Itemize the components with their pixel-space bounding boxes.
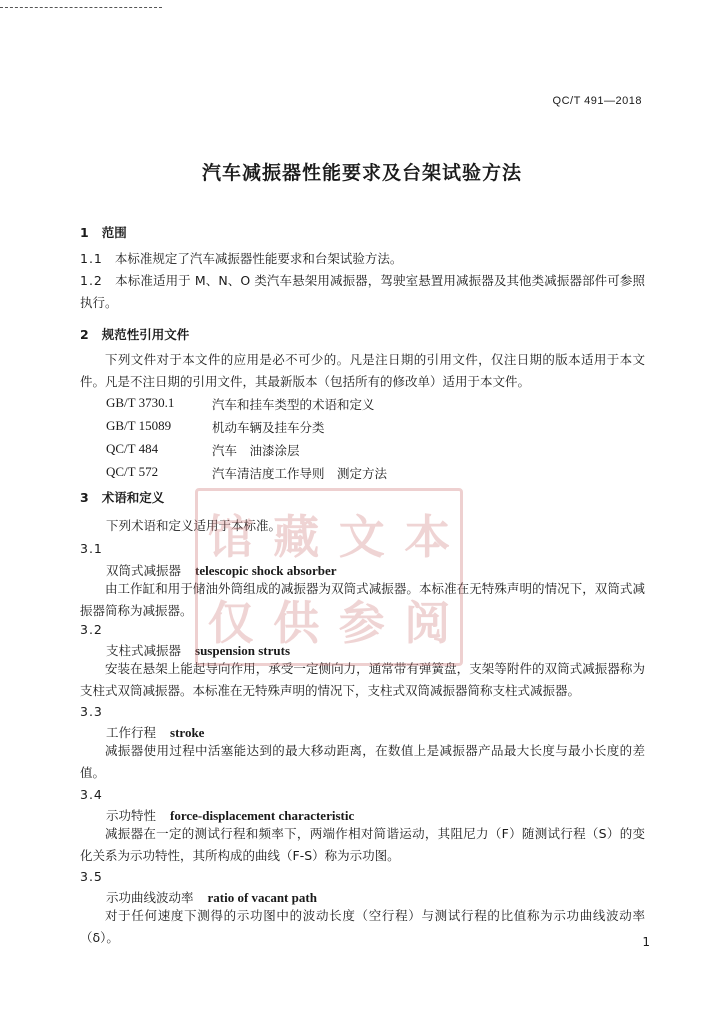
term-heading [106,808,354,824]
term-en: ratio of vacant path [207,890,317,905]
term-number: 3.5 [80,869,103,884]
clause-text: 本标准规定了汽车减振器性能要求和台架试验方法。 [114,251,403,266]
section-title: 术语和定义 [101,490,165,505]
ref-title: 汽车清洁度工作导则 测定方法 [212,466,388,481]
term-heading [106,890,317,906]
ref-title: 机动车辆及挂车分类 [212,420,325,435]
top-dashed-rule [0,7,162,8]
ref-code: GB/T 15089 [106,418,172,433]
term-cn: 示功特性 [106,808,157,823]
term-cn: 工作行程 [106,725,157,740]
ref-code: GB/T 3730.1 [106,395,175,410]
ref-code: QC/T 484 [106,441,159,456]
ref-title: 汽车和挂车类型的术语和定义 [212,397,375,412]
section-title: 规范性引用文件 [101,327,190,342]
page-number: 1 [642,935,650,949]
term-en: stroke [170,725,205,740]
clause-number: 1.1 [80,251,103,266]
section-number: 1 [80,225,89,240]
term-heading [106,563,337,579]
term-cn: 示功曲线波动率 [106,890,194,905]
clause-number: 1.2 [80,273,103,288]
term-number: 3.4 [80,787,103,802]
term-number: 3.1 [80,541,103,556]
document-title: 汽车减振器性能要求及台架试验方法 [201,162,522,184]
term-cn: 双筒式减振器 [106,563,182,578]
stamp-char: 馆 [207,510,254,564]
section-2-heading [80,327,189,343]
standard-code: QC/T 491—2018 [552,95,642,107]
stamp-char: 供 [273,596,320,650]
section-2-intro: 下列文件对于本文件的应用是必不可少的。凡是注日期的引用文件，仅注日期的版本适用于本文件。凡是不注日期的引用文件，其最新版本（包括所有的修改单）适用于本文件。 [80,352,645,389]
term-definition: 减振器在一定的测试行程和频率下，两端作相对简谐运动，其阻尼力（F）随测试行程（S）的变化关系为示功特性，其所构成的曲线（F-S）称为示功图。 [80,826,645,863]
term-heading [106,643,290,659]
clause-1-2 [80,270,645,314]
term-heading [106,725,204,741]
stamp-char: 藏 [273,510,320,564]
section-number: 3 [80,490,89,505]
section-number: 2 [80,327,89,342]
term-en: suspension struts [195,643,291,658]
term-definition: 由工作缸和用于储油外筒组成的减振器为双筒式减振器。本标准在无特殊声明的情况下，双筒式减振器简称为减振器。 [80,581,645,618]
section-title: 范围 [101,225,127,240]
clause-1-1 [80,251,402,267]
term-definition: 对于任何速度下测得的示功图中的波动长度（空行程）与测试行程的比值称为示功曲线波动率（δ）。 [80,908,645,945]
term-en: telescopic shock absorber [195,563,337,578]
term-cn: 支柱式减振器 [106,643,182,658]
clause-text: 本标准适用于 M、N、O 类汽车悬架用减振器，驾驶室悬置用减振器及其他类减振器部件可参照执行。 [80,273,645,310]
term-definition: 减振器使用过程中活塞能达到的最大移动距离，在数值上是减振器产品最大长度与最小长度的差值。 [80,743,645,780]
ref-title: 汽车 油漆涂层 [212,443,300,458]
stamp-char: 本 [404,510,451,564]
section-3-intro: 下列术语和定义适用于本标准。 [106,518,282,533]
stamp-char: 阅 [404,596,451,650]
term-en: force-displacement characteristic [170,808,355,823]
stamp-char: 文 [338,510,385,564]
stamp-char: 参 [338,596,385,650]
section-3-heading [80,490,164,506]
term-number: 3.3 [80,704,103,719]
section-1-heading [80,225,127,241]
term-definition: 安装在悬架上能起导向作用，承受一定侧向力，通常带有弹簧盘，支架等附件的双筒式减振器称为支柱式双筒减振器。本标准在无特殊声明的情况下，支柱式双筒减振器简称支柱式减振器。 [80,661,645,698]
term-number: 3.2 [80,622,103,637]
stamp-char: 仅 [207,596,254,650]
ref-code: QC/T 572 [106,464,159,479]
